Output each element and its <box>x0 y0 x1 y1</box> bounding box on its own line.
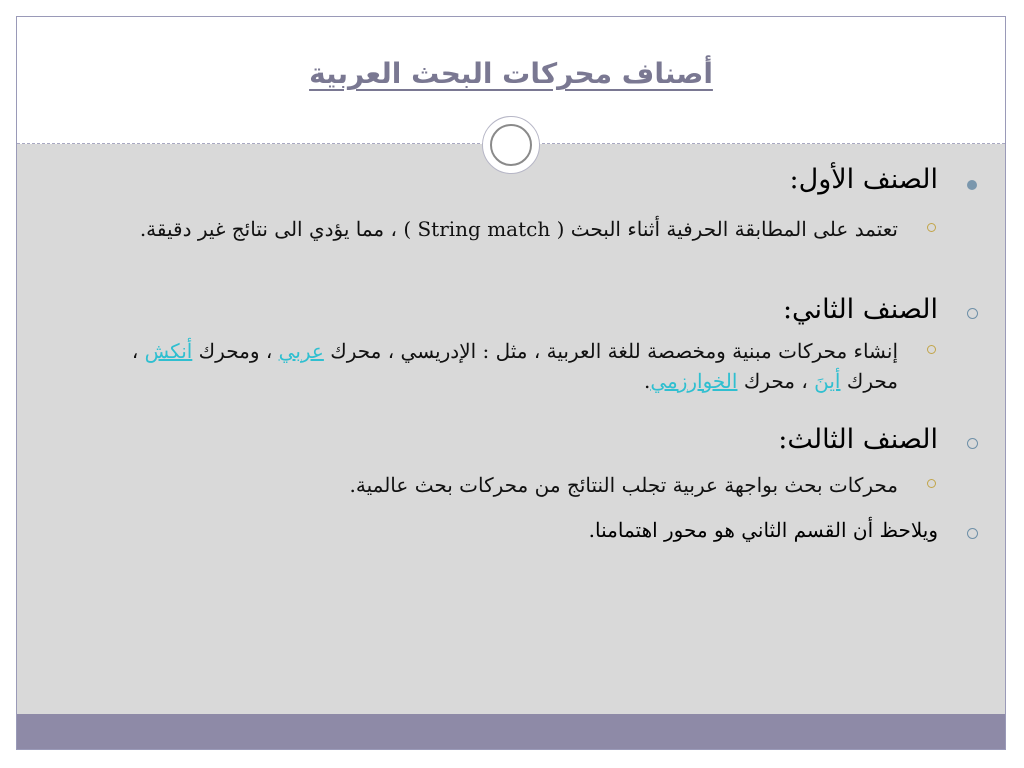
description-text: ، ومحرك <box>192 339 279 363</box>
bullet-ring-icon <box>967 308 978 319</box>
description-text: إنشاء محركات مبنية ومخصصة للغة العربية ، مثل : الإدريسي ، محرك <box>323 339 898 363</box>
link-ankash[interactable]: أنكش <box>144 339 193 363</box>
sub-bullet-ring-icon <box>927 223 936 232</box>
link-alkhawarizmi[interactable]: الخوارزمي <box>650 369 738 393</box>
divider-inner-circle-icon <box>490 124 532 166</box>
category-heading-3 <box>80 424 980 468</box>
description-text: تعتمد على المطابقة الحرفية أثناء البحث ( String match ) ، مما يؤدي الى نتائج غير دقيقة. <box>139 217 898 241</box>
link-arabi[interactable]: عربي <box>278 339 324 363</box>
bullet-dot-icon <box>967 180 977 190</box>
description-text: . <box>643 369 651 393</box>
note-text: ويلاحظ أن القسم الثاني هو محور اهتمامنا. <box>588 518 938 542</box>
description-text: ، محرك <box>131 339 898 393</box>
footer-bar <box>17 714 1005 749</box>
sub-bullet-ring-icon <box>927 479 936 488</box>
category-heading-2 <box>80 294 980 334</box>
category-heading-1 <box>80 164 980 212</box>
category-heading-text: الصنف الثاني: <box>782 294 938 325</box>
sub-bullet-ring-icon <box>927 345 936 354</box>
bullet-list <box>80 164 980 558</box>
category-2-description <box>80 336 980 424</box>
description-text: ، محرك <box>737 369 815 393</box>
link-ayna[interactable]: أينَ <box>814 369 841 393</box>
category-1-description <box>80 214 980 294</box>
category-heading-text: الصنف الثالث: <box>778 424 938 455</box>
note-item <box>80 518 980 558</box>
category-3-description <box>80 470 980 518</box>
slide-title: أصناف محركات البحث العربية <box>309 57 713 90</box>
category-heading-text: الصنف الأول: <box>789 164 938 195</box>
bullet-ring-icon <box>967 528 978 539</box>
bullet-ring-icon <box>967 438 978 449</box>
description-text: محركات بحث بواجهة عربية تجلب النتائج من محركات بحث عالمية. <box>349 473 898 497</box>
